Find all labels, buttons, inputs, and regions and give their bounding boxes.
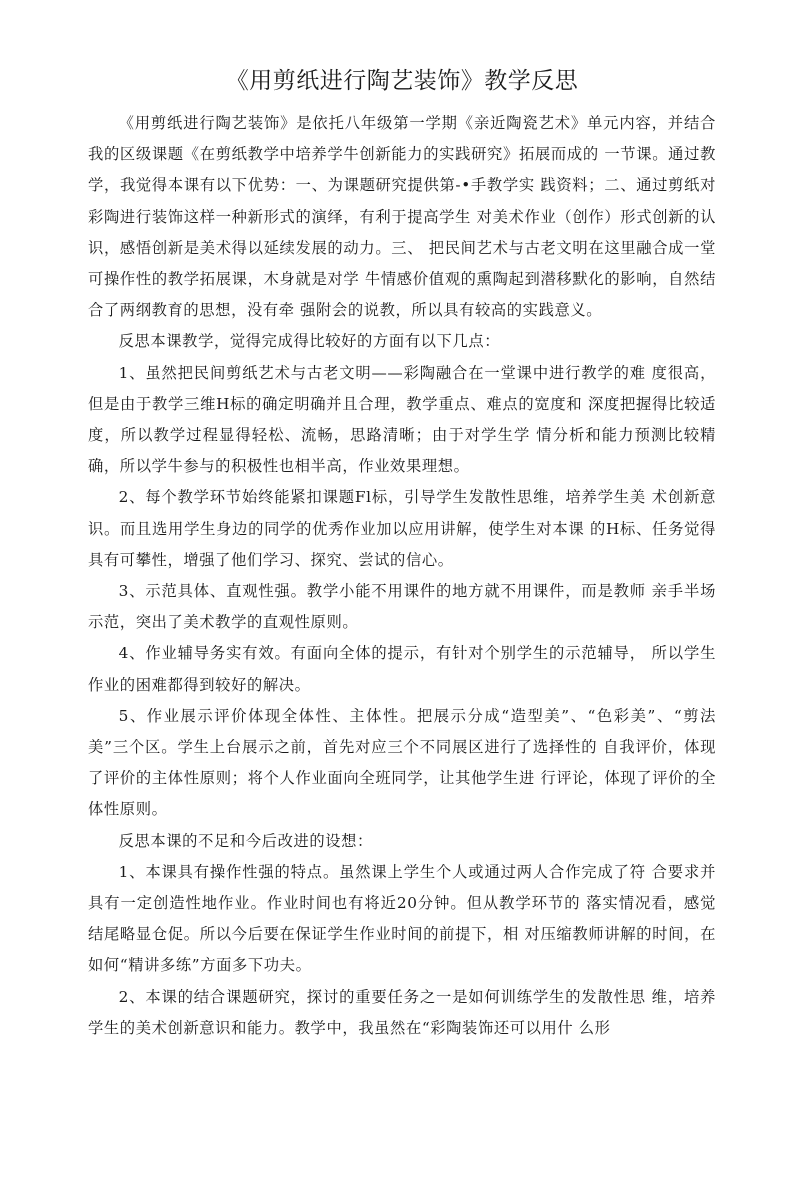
document-page <box>88 62 716 1044</box>
paragraph-strengths-heading: 反思本课教学，觉得完成得比较好的方面有以下几点： <box>118 332 501 351</box>
paragraph-strength-5: 5、作业展示评价体现全体性、主体性。把展示分成“造型美”、“色彩美”、“剪法美”三个区。学生上台展示之前，首先对应三个不同展区进行了选择性的 自我评价，体现了评价的主体性原则；将个人作业面向全班同学，让其他学生进 行评论，体现了评价的全体性原则。 <box>88 706 716 819</box>
paragraph-shortcomings-heading: 反思本课的不足和今后改进的设想： <box>118 831 373 850</box>
paragraph-strength-2: 2、每个教学环节始终能紧扣课题Fl标，引导学生发散性思维，培养学生美 术创新意识。而且选用学生身边的同学的优秀作业加以应用讲解，使学生对本课 的H标、任务觉得具有可攀性，增强了他们学习、探究、尝试的信心。 <box>88 488 716 569</box>
document-title: 《用剪纸进行陶艺装饰》教学反思 <box>225 68 579 94</box>
paragraph-strength-1: 1、虽然把民间剪纸艺术与古老文明——彩陶融合在一堂课中进行教学的难 度很高，但是由于教学三维H标的确定明确并且合理，教学重点、难点的宽度和 深度把握得比较适度，所以教学过程显得轻松、流畅，思路清晰；由于对学生学 情分析和能力预测比较精确，所以学牛参与的积极性也相半高，作业效果理想。 <box>88 363 716 476</box>
paragraph-shortcoming-2: 2、本课的结合课题研究，探讨的重要任务之一是如何训练学生的发散性思 维，培养学生的美术创新意识和能力。教学中，我虽然在“彩陶装饰还可以用什 么形 <box>88 987 716 1037</box>
paragraph-intro: 《用剪纸进行陶艺装饰》是依托八年级第一学期《亲近陶瓷艺术》单元内容，并结合我的区级课题《在剪纸教学中培养学牛创新能力的实践研究》拓展而成的 一节课。通过教学，我觉得本课有以下优势：一、为课题研究提供第-•手教学实 践资料；二、通过剪纸对彩陶进行装饰这样一种新形式的演绎，有利于提高学生 对美术作业（创作）形式创新的认识，感悟创新是美术得以延续发展的动力。三、 把民间艺术与古老文明在这里融合成一堂可操作性的教学拓展课，木身就是对学 牛情感价值观的熏陶起到潜移默化的影响，自然结合了两纲教育的思想，没有牵 强附会的说教，所以具有较高的实践意义。 <box>88 114 716 320</box>
paragraph-strength-4: 4、作业辅导务实有效。有面向全体的提示，有针对个别学生的示范辅导， 所以学生作业的困难都得到较好的解决。 <box>88 644 716 694</box>
paragraph-strength-3: 3、示范具体、直观性强。教学小能不用课件的地方就不用课件，而是教师 亲手半场示范，突出了美术教学的直观性原则。 <box>88 582 716 632</box>
paragraph-shortcoming-1: 1、本课具有操作性强的特点。虽然课上学生个人或通过两人合作完成了符 合要求并具有一定创造性地作业。作业时间也有将近20分钟。但从教学环节的 落实情况看，感觉结尾略显仓促。所以今后要在保证学生作业时间的前提下，相 对压缩教师讲解的时间，在如何“精讲多练”方面多下功夫。 <box>88 862 716 975</box>
